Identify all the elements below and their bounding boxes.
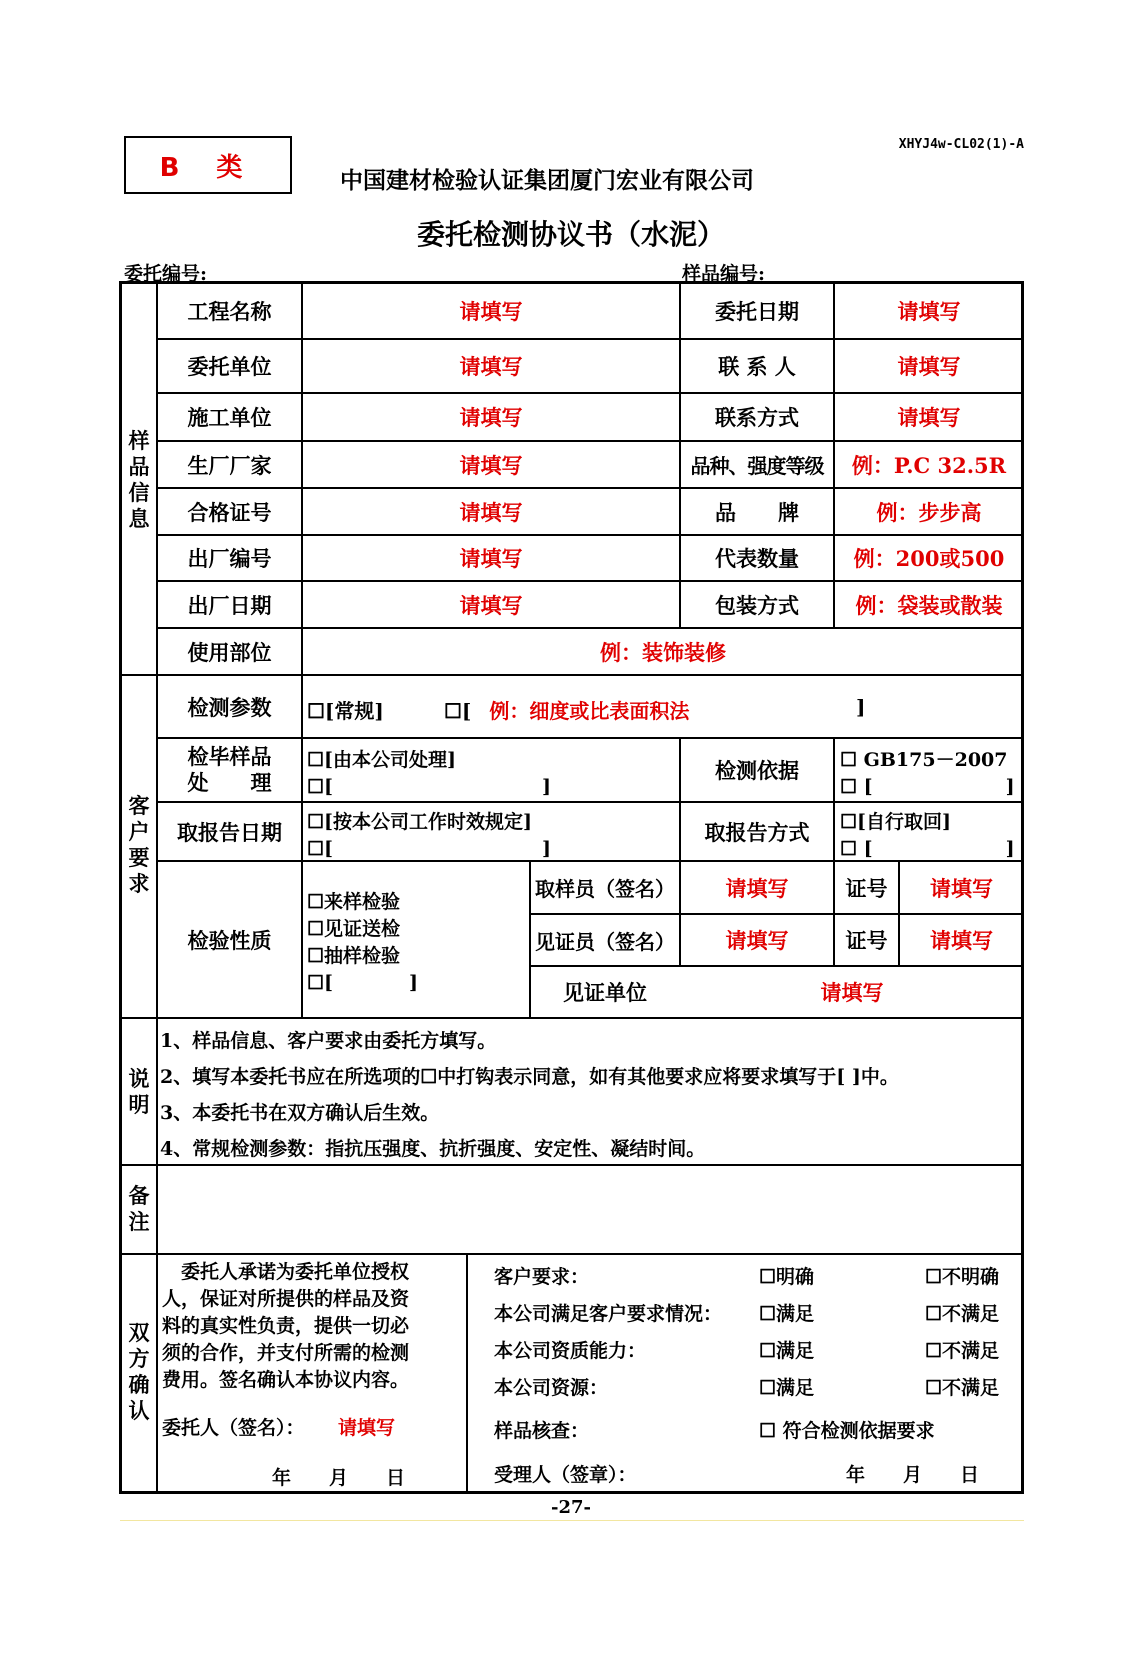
packaging-label: 包装方式 (715, 592, 799, 618)
section-line (121, 1253, 1023, 1255)
manufacturer-field[interactable]: 请填写 (459, 452, 523, 478)
brand-field[interactable]: 例：步步高 (876, 499, 982, 525)
resources-not-meet-checkbox[interactable]: ☐不满足 (925, 1377, 1000, 1399)
nature-custom-checkbox[interactable]: ☐[ ] (307, 972, 419, 994)
company-name: 中国建材检验认证集团厦门宏业有限公司 (340, 167, 754, 194)
handler-sign-label: 受理人（签章）： (494, 1464, 637, 1486)
client-unit-label: 委托单位 (187, 354, 272, 379)
req-label: 本公司资源： (494, 1377, 609, 1399)
sample-info-section-label: 样品信息 (128, 428, 150, 531)
project-name-field[interactable]: 请填写 (459, 298, 523, 324)
qualification-meet-checkbox[interactable]: ☐满足 (759, 1340, 815, 1362)
witness-unit-label: 见证单位 (563, 980, 647, 1005)
disposal-label-line2: 处 理 (187, 770, 272, 795)
report-date-custom-checkbox[interactable]: ☐[ ] (307, 838, 552, 860)
confirm-section-label: 双方确认 (128, 1320, 150, 1423)
sampler-field[interactable]: 请填写 (725, 875, 789, 901)
test-params-custom-suffix: ] (856, 695, 866, 719)
footer-divider (120, 1520, 1024, 1521)
nature-witness-checkbox[interactable]: ☐见证送检 (307, 918, 401, 940)
col-line (833, 737, 835, 860)
statement-line: 委托人承诺为委托单位授权 (162, 1261, 410, 1283)
sample-no-label: 样品编号: (682, 263, 766, 285)
category-badge: B 类 (124, 136, 292, 194)
witness-cert-label: 证号 (845, 928, 888, 953)
client-sign-label: 委托人（签名）： (162, 1417, 305, 1439)
req-unclear-checkbox[interactable]: ☐不明确 (925, 1266, 1000, 1288)
entrust-date-label: 委托日期 (715, 298, 799, 324)
basis-label: 检测依据 (715, 758, 799, 783)
cert-no-label: 合格证号 (187, 499, 272, 525)
req-clear-checkbox[interactable]: ☐明确 (759, 1266, 815, 1288)
disposal-label (158, 739, 301, 801)
report-method-self-checkbox[interactable]: ☐[自行取回] (840, 811, 952, 833)
factory-date-field[interactable]: 请填写 (459, 592, 523, 618)
quantity-field[interactable]: 例：200或500 (853, 546, 1005, 571)
cert-no-field[interactable]: 请填写 (459, 499, 523, 525)
customer-req-section-label: 客户要求 (128, 793, 150, 896)
remarks-field[interactable] (158, 1166, 1023, 1253)
section-line (121, 1017, 1023, 1019)
construction-unit-label: 施工单位 (187, 405, 272, 430)
test-params-example: 例：细度或比表面积法 (489, 699, 690, 723)
contact-person-label: 联 系 人 (718, 354, 796, 379)
qualification-not-meet-checkbox[interactable]: ☐不满足 (925, 1340, 1000, 1362)
usage-label: 使用部位 (187, 639, 272, 665)
witness-cert-field[interactable]: 请填写 (930, 928, 993, 953)
sampler-label: 取样员（签名） (535, 877, 675, 901)
packaging-field[interactable]: 例：袋装或散装 (855, 592, 1003, 618)
statement-line: 费用。签名确认本协议内容。 (162, 1369, 410, 1391)
contact-method-field[interactable]: 请填写 (897, 405, 961, 430)
factory-date-label: 出厂日期 (187, 592, 272, 618)
form-code: XHYJ4w-CL02(1)-A (898, 137, 1024, 152)
statement-line: 料的真实性负责，提供一切必 (162, 1315, 410, 1337)
disposal-label-line1: 检毕样品 (187, 744, 272, 769)
disposal-company-checkbox[interactable]: ☐[由本公司处理] (307, 749, 457, 771)
statement-line: 须的合作，并支付所需的检测 (162, 1342, 410, 1364)
req-label: 本公司资质能力： (494, 1340, 647, 1362)
test-params-custom-checkbox[interactable] (444, 695, 689, 724)
entrust-no-label: 委托编号: (124, 263, 208, 285)
project-name-label: 工程名称 (187, 298, 272, 324)
usage-field[interactable]: 例：装饰装修 (600, 639, 726, 665)
report-date-label: 取报告日期 (177, 819, 282, 845)
basis-gb-checkbox[interactable]: ☐ GB175－2007 (840, 749, 1008, 771)
test-params-label: 检测参数 (187, 694, 272, 720)
contact-method-label: 联系方式 (715, 405, 799, 430)
quantity-label: 代表数量 (715, 546, 799, 571)
page-title: 委托检测协议书（水泥） (416, 218, 725, 251)
sample-check-label: 样品核查： (494, 1420, 590, 1442)
grade-field[interactable]: 例：P.C 32.5R (851, 452, 1007, 478)
meet-req-checkbox[interactable]: ☐满足 (759, 1303, 815, 1325)
sampler-cert-label: 证号 (845, 875, 888, 901)
disposal-custom-checkbox[interactable]: ☐[ ] (307, 776, 552, 798)
report-date-default-checkbox[interactable]: ☐[按本公司工作时效规定] (307, 811, 533, 833)
handler-date: 年 月 日 (846, 1464, 980, 1486)
witness-field[interactable]: 请填写 (725, 928, 789, 953)
sampler-cert-field[interactable]: 请填写 (930, 875, 993, 901)
test-params-regular-checkbox[interactable]: ☐[常规] (307, 699, 384, 723)
construction-unit-field[interactable]: 请填写 (459, 405, 523, 430)
nature-spot-checkbox[interactable]: ☐抽样检验 (307, 945, 401, 967)
req-label: 本公司满足客户要求情况： (494, 1303, 723, 1325)
report-method-custom-checkbox[interactable]: ☐ [ ] (840, 838, 1015, 860)
contact-person-field[interactable]: 请填写 (897, 354, 961, 379)
test-params-custom-prefix: ☐[ (444, 699, 472, 723)
manufacturer-label: 生厂厂家 (187, 452, 272, 478)
witness-unit-field[interactable]: 请填写 (820, 980, 884, 1005)
sample-check-checkbox[interactable]: ☐ 符合检测依据要求 (759, 1420, 935, 1442)
note-item: 4、常规检测参数：指抗压强度、抗折强度、安定性、凝结时间。 (160, 1138, 706, 1160)
note-item: 1、样品信息、客户要求由委托方填写。 (160, 1030, 497, 1052)
client-date: 年 月 日 (272, 1467, 406, 1489)
statement-line: 人，保证对所提供的样品及资 (162, 1288, 410, 1310)
client-sign-field[interactable]: 请填写 (338, 1417, 396, 1439)
not-meet-req-checkbox[interactable]: ☐不满足 (925, 1303, 1000, 1325)
client-unit-field[interactable]: 请填写 (459, 354, 523, 379)
grade-label: 品种、强度等级 (690, 454, 824, 478)
client-statement (162, 1259, 409, 1394)
col-line (466, 1253, 468, 1492)
page-number: -27- (551, 1497, 591, 1518)
remarks-section-label: 备注 (128, 1183, 150, 1234)
factory-no-label: 出厂编号 (187, 546, 272, 571)
report-method-label: 取报告方式 (704, 819, 810, 845)
basis-custom-checkbox[interactable]: ☐ [ ] (840, 776, 1015, 798)
nature-label: 检验性质 (187, 927, 272, 953)
witness-label: 见证员（签名） (535, 929, 675, 954)
nature-sample-checkbox[interactable]: ☐来样检验 (307, 891, 401, 913)
entrust-date-field[interactable]: 请填写 (897, 298, 961, 324)
note-item: 3、本委托书在双方确认后生效。 (160, 1102, 440, 1124)
note-item: 2、填写本委托书应在所选项的☐中打钩表示同意，如有其他要求应将要求填写于[ ]中。 (160, 1066, 899, 1088)
notes-section-label: 说明 (128, 1066, 150, 1117)
resources-meet-checkbox[interactable]: ☐满足 (759, 1377, 815, 1399)
req-label: 客户要求： (494, 1266, 590, 1288)
brand-label: 品 牌 (715, 499, 799, 525)
factory-no-field[interactable]: 请填写 (459, 546, 523, 571)
